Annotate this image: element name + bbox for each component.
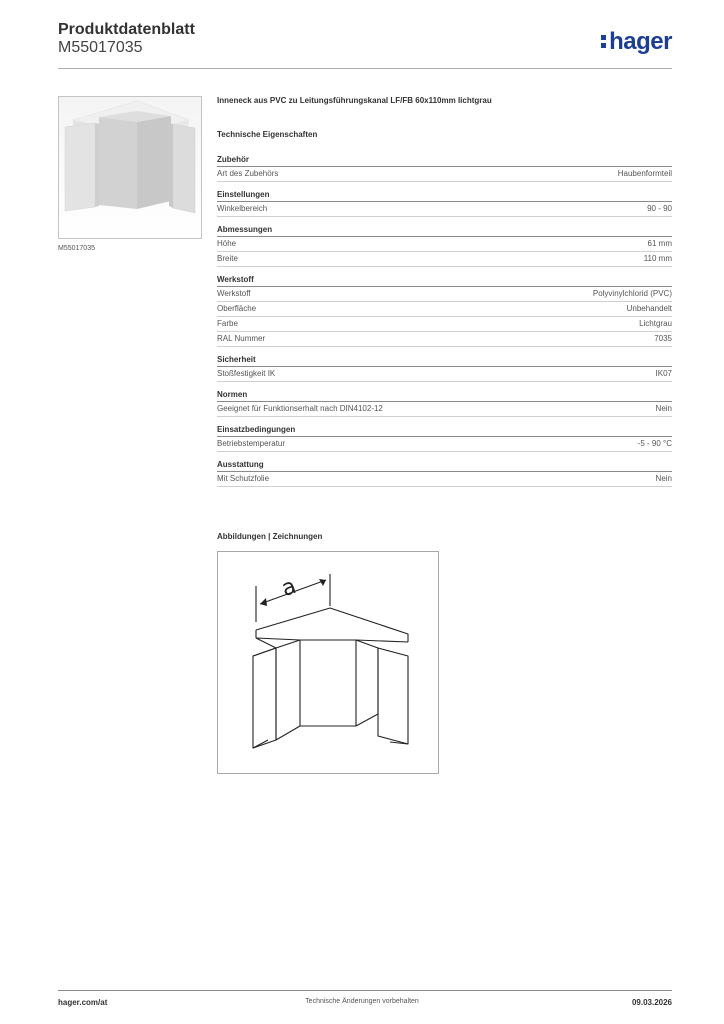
footer-website[interactable]: hager.com/at [58, 998, 108, 1007]
property-label: RAL Nummer [217, 334, 266, 343]
property-row [217, 437, 672, 452]
property-label: Höhe [217, 239, 237, 248]
property-row [217, 252, 672, 267]
photo-caption: M55017035 [58, 245, 95, 252]
section-title: Einstellungen [217, 189, 672, 202]
property-label: Breite [217, 254, 238, 263]
footer-disclaimer: Technische Änderungen vorbehalten [305, 998, 419, 1005]
section-title: Normen [217, 389, 672, 402]
product-info [217, 96, 672, 494]
property-value: Unbehandelt [626, 304, 672, 313]
section-2 [217, 224, 672, 267]
product-number: M55017035 [58, 39, 143, 56]
property-label: Winkelbereich [217, 204, 268, 213]
section-title: Werkstoff [217, 274, 672, 287]
section-3 [217, 274, 672, 347]
section-0 [217, 154, 672, 182]
property-value: 90 - 90 [647, 204, 672, 213]
technical-drawing [217, 551, 439, 774]
property-row [217, 367, 672, 382]
product-photo-image [59, 97, 201, 238]
property-label: Betriebstemperatur [217, 439, 286, 448]
property-label: Mit Schutzfolie [217, 474, 270, 483]
section-4 [217, 354, 672, 382]
header-divider [58, 68, 672, 69]
product-description: Inneneck aus PVC zu Leitungsführungskanal LF/FB 60x110mm lichtgrau [217, 96, 492, 105]
property-label: Oberfläche [217, 304, 257, 313]
dimension-label: a [278, 573, 300, 602]
property-label: Werkstoff [217, 289, 251, 298]
technical-properties-heading: Technische Eigenschaften [217, 130, 318, 139]
property-value: 110 mm [643, 254, 672, 263]
footer-date: 09.03.2026 [631, 998, 672, 1007]
property-row [217, 302, 672, 317]
property-value: Nein [655, 474, 672, 483]
property-row [217, 402, 672, 417]
property-value: Nein [655, 404, 672, 413]
property-value: 61 mm [647, 239, 672, 248]
footer-divider [58, 990, 672, 991]
properties-table [217, 154, 672, 487]
property-value: Haubenformteil [617, 169, 672, 178]
section-5 [217, 389, 672, 417]
product-photo [58, 96, 202, 239]
property-value: -5 - 90 °C [637, 439, 672, 448]
document-title: Produktdatenblatt [58, 21, 195, 38]
section-title: Sicherheit [217, 354, 672, 367]
property-row [217, 237, 672, 252]
property-row [217, 202, 672, 217]
property-row [217, 332, 672, 347]
property-label: Geeignet für Funktionserhalt nach DIN4102-12 [217, 404, 383, 413]
section-7 [217, 459, 672, 487]
property-label: Stoßfestigkeit IK [217, 369, 276, 378]
property-label: Art des Zubehörs [217, 169, 279, 178]
section-title: Abmessungen [217, 224, 672, 237]
property-value: 7035 [654, 334, 672, 343]
section-title: Zubehör [217, 154, 672, 167]
section-6 [217, 424, 672, 452]
property-row [217, 167, 672, 182]
section-title: Ausstattung [217, 459, 672, 472]
logo-text: hager [609, 28, 672, 55]
section-1 [217, 189, 672, 217]
property-row [217, 287, 672, 302]
drawings-heading: Abbildungen | Zeichnungen [217, 532, 323, 541]
property-value: Polyvinylchlorid (PVC) [592, 289, 672, 298]
property-row [217, 472, 672, 487]
property-label: Farbe [217, 319, 238, 328]
property-row [217, 317, 672, 332]
hager-logo [601, 28, 672, 56]
drawing-image [218, 552, 438, 773]
section-title: Einsatzbedingungen [217, 424, 672, 437]
logo-dots-icon [601, 28, 606, 52]
property-value: Lichtgrau [639, 319, 672, 328]
property-value: IK07 [655, 369, 672, 378]
